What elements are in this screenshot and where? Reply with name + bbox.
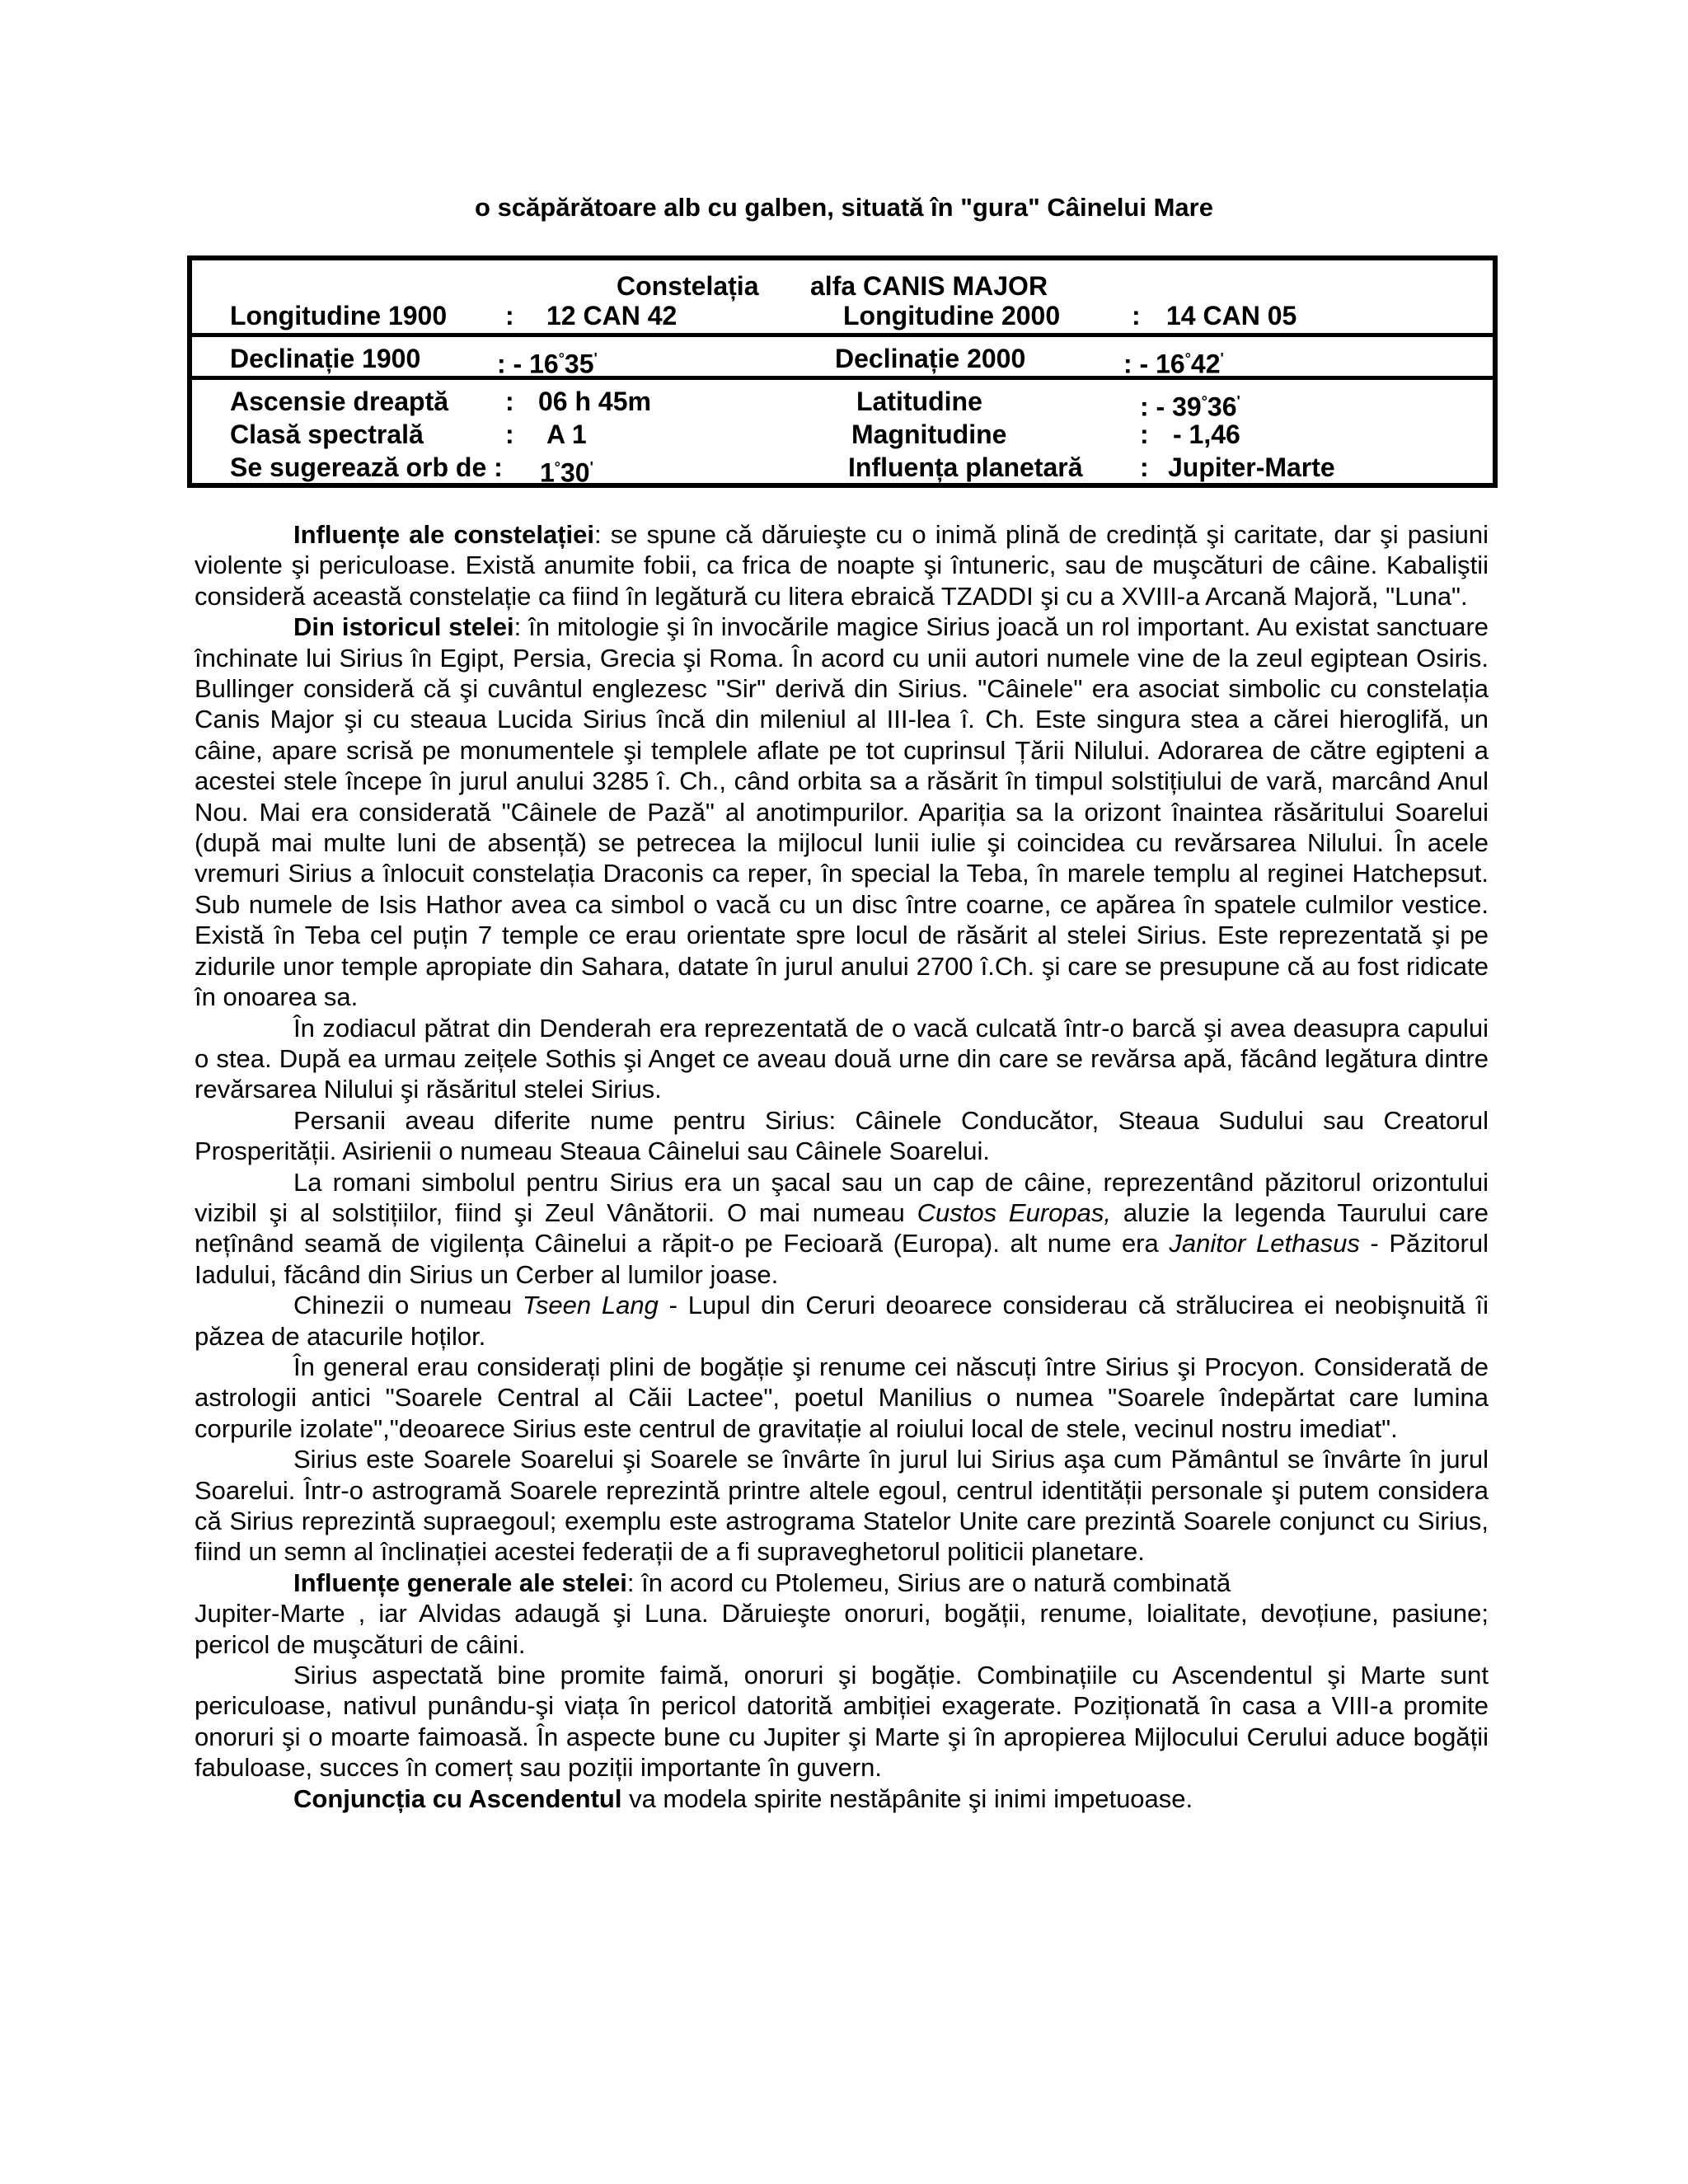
paragraph-general-influences: Influențe generale ale stelei: în acord cu Ptolemeu, Sirius are o natură combinată xyxy=(293,1568,1231,1597)
paragraph-chinese: Chinezii o numeau Tseen Lang - Lupul din Ceruri deoarece considerau că strălucirea ei neobişnuită îi păzea de atacurile hoților. xyxy=(195,1291,1489,1351)
declination-1900-value: : - 16°35' xyxy=(497,349,598,379)
paragraph-romans: La romani simbolul pentru Sirius era un şacal sau un cap de câine, reprezentând păzitorul orizontului vizibil şi al solstițiilor, fiind şi Zeul Vânătorii. O mai numeau Custos Europas, aluzie la legenda Taurului care nețînând seamă de vigilența Câinelui a răpit-o pe Fecioară (Europa). alt nume era Janitor Lethasus - Păzitorul Iadului, făcând din Sirius un Cerber al lumilor joase. xyxy=(195,1167,1489,1289)
magnitude-separator: : xyxy=(1140,419,1149,449)
longitude-2000-label: Longitudine 2000 xyxy=(843,301,1061,330)
paragraph-denderah: În zodiacul pătrat din Denderah era reprezentată de o vacă culcată într-o barcă şi avea deasupra capului o stea. După ea urmau zeițele Sothis şi Anget ce aveau două urne din care se revărsa apă, făcând legătura dintre revărsarea Nilului şi răsăritul stelei Sirius. xyxy=(195,1013,1489,1104)
paragraph-persians: Persanii aveau diferite nume pentru Sirius: Câinele Conducător, Steaua Sudului sau Creatorul Prosperității. Asirienii o numeau Steaua Câinelui sau Câinele Soarelui. xyxy=(195,1105,1489,1166)
magnitude-value: - 1,46 xyxy=(1173,419,1240,449)
paragraph-procyon: În general erau considerați plini de bogăție şi renume cei născuți între Sirius şi Procyon. Considerată de astrologii antici "Soarele Central al Căii Lactee", poetul Manilius o numea "Soarele îndepărtat care lumina corpurile izolate","deoarece Sirius este centrul de gravitație al roiului local de stele, vecinul nostru imediat". xyxy=(195,1352,1489,1443)
orb-label: Se sugerează orb de : xyxy=(230,452,503,482)
page-subtitle: o scăpărătoare alb cu galben, situată în "gura" Câinelui Mare xyxy=(475,193,1213,222)
planetary-influence-value: Jupiter-Marte xyxy=(1168,452,1335,482)
box-divider-1 xyxy=(192,333,1493,337)
declination-2000-value: : - 16°42' xyxy=(1123,349,1224,379)
paragraph-ascendant-conjunction: Conjuncția cu Ascendentul va modela spirite nestăpânite şi inimi impetuoase. xyxy=(293,1783,1193,1813)
longitude-1900-label: Longitudine 1900 xyxy=(230,301,448,330)
declination-2000-label: Declinație 2000 xyxy=(835,344,1026,373)
right-ascension-label: Ascensie dreaptă xyxy=(230,387,449,416)
spectral-class-label: Clasă spectrală xyxy=(230,419,424,449)
latitude-label: Latitudine xyxy=(856,387,982,416)
longitude-1900-value: 12 CAN 42 xyxy=(546,301,678,330)
right-ascension-separator: : xyxy=(505,387,514,416)
paragraph-sun-of-sun: Sirius este Soarele Soarelui şi Soarele se învârte în jurul lui Sirius aşa cum Pământul se învârte în jurul Soarelui. Într-o astrogramă Soarele reprezintă printre altele egoul, centrul identității personale şi putem considera că Sirius reprezintă supraegoul; exemplu este astrograma Statelor Unite care prezintă Soarele conjunct cu Sirius, fiind un semn al înclinației acestei federații de a fi supraveghetorul politicii planetare. xyxy=(195,1445,1489,1567)
longitude-2000-separator: : xyxy=(1132,301,1141,330)
box-divider-2 xyxy=(192,376,1493,380)
declination-1900-label: Declinație 1900 xyxy=(230,344,421,373)
right-ascension-value: 06 h 45m xyxy=(538,387,651,416)
longitude-2000-value: 14 CAN 05 xyxy=(1166,301,1297,330)
latitude-value: : - 39°36' xyxy=(1140,391,1240,422)
paragraph-general-influences-cont: Jupiter-Marte , iar Alvidas adaugă şi Luna. Dăruieşte onoruri, bogății, renume, loialitate, devoțiune, pasiune; pericol de muşcături de câini. xyxy=(195,1599,1489,1659)
paragraph-constellation-influences: Influențe ale constelației: se spune că dăruieşte cu o inimă plină de credință şi caritate, dar şi pasiuni violente şi periculoase. Există anumite fobii, ca frica de noapte şi întuneric, sau de muşcături de câine. Kabaliştii consideră această constelație ca fiind în legătură cu litera ebraică TZADDI şi cu a XVIII-a Arcană Majoră, "Luna". xyxy=(195,520,1489,611)
orb-value: 1°30' xyxy=(540,457,593,488)
star-data-box xyxy=(187,255,1498,488)
magnitude-label: Magnitudine xyxy=(851,419,1007,449)
paragraph-star-history: Din istoricul stelei: în mitologie şi în invocările magice Sirius joacă un rol important. Au existat sanctuare închinate lui Sirius în Egipt, Persia, Grecia şi Roma. În acord cu unii autori numele vine de la zeul egiptean Osiris. Bullinger consideră că şi cuvântul englezesc "Sir" derivă din Sirius. "Câinele" era asociat simbolic cu constelația Canis Major şi cu steaua Lucida Sirius încă din mileniul al III-lea î. Ch. Este singura stea a cărei hieroglifă, un câine, apare scrisă pe monumentele şi templele aflate pe tot cuprinsul Țării Nilului. Adorarea de către egipteni a acestei stele începe în jurul anului 3285 î. Ch., când orbita sa a răsărit în timpul solstițiului de vară, marcând Anul Nou. Mai era considerată "Câinele de Pază" al anotimpurilor. Apariția sa la orizont înaintea răsăritului Soarelui (după mai multe luni de absență) se petrecea la mijlocul lunii iulie şi coincidea cu revărsarea Nilului. În acele vremuri Sirius a înlocuit constelația Draconis ca reper, în special la Teba, în marele templu al reginei Hatchepsut. Sub numele de Isis Hathor avea ca simbol o vacă cu un disc între coarne, ce apărea în spatele culmilor vestice. Există în Teba cel puțin 7 temple ce erau orientate spre locul de răsărit al stelei Sirius. Este reprezentată şi pe zidurile unor temple apropiate din Sahara, datate în jurul anului 2700 î.Ch. şi care se presupune că au fost ridicate în onoarea sa. xyxy=(195,612,1489,1012)
spectral-class-separator: : xyxy=(505,419,514,449)
constellation-label: Constelația xyxy=(617,271,759,301)
spectral-class-value: A 1 xyxy=(546,419,587,449)
planetary-influence-label: Influența planetară xyxy=(848,452,1083,482)
article-body xyxy=(195,519,1489,1814)
longitude-1900-separator: : xyxy=(505,301,514,330)
paragraph-aspects: Sirius aspectată bine promite faimă, onoruri şi bogăție. Combinațiile cu Ascendentul şi Marte sunt periculoase, nativul punându-şi viața în pericol datorită ambiției exagerate. Poziționată în casa a VIII-a promite onoruri şi o moarte faimoasă. În aspecte bune cu Jupiter şi Marte şi în apropierea Mijlocului Cerului aduce bogății fabuloase, succes în comerț sau poziții importante în guvern. xyxy=(195,1661,1489,1783)
planetary-influence-separator: : xyxy=(1140,452,1149,482)
constellation-value: alfa CANIS MAJOR xyxy=(810,271,1048,301)
